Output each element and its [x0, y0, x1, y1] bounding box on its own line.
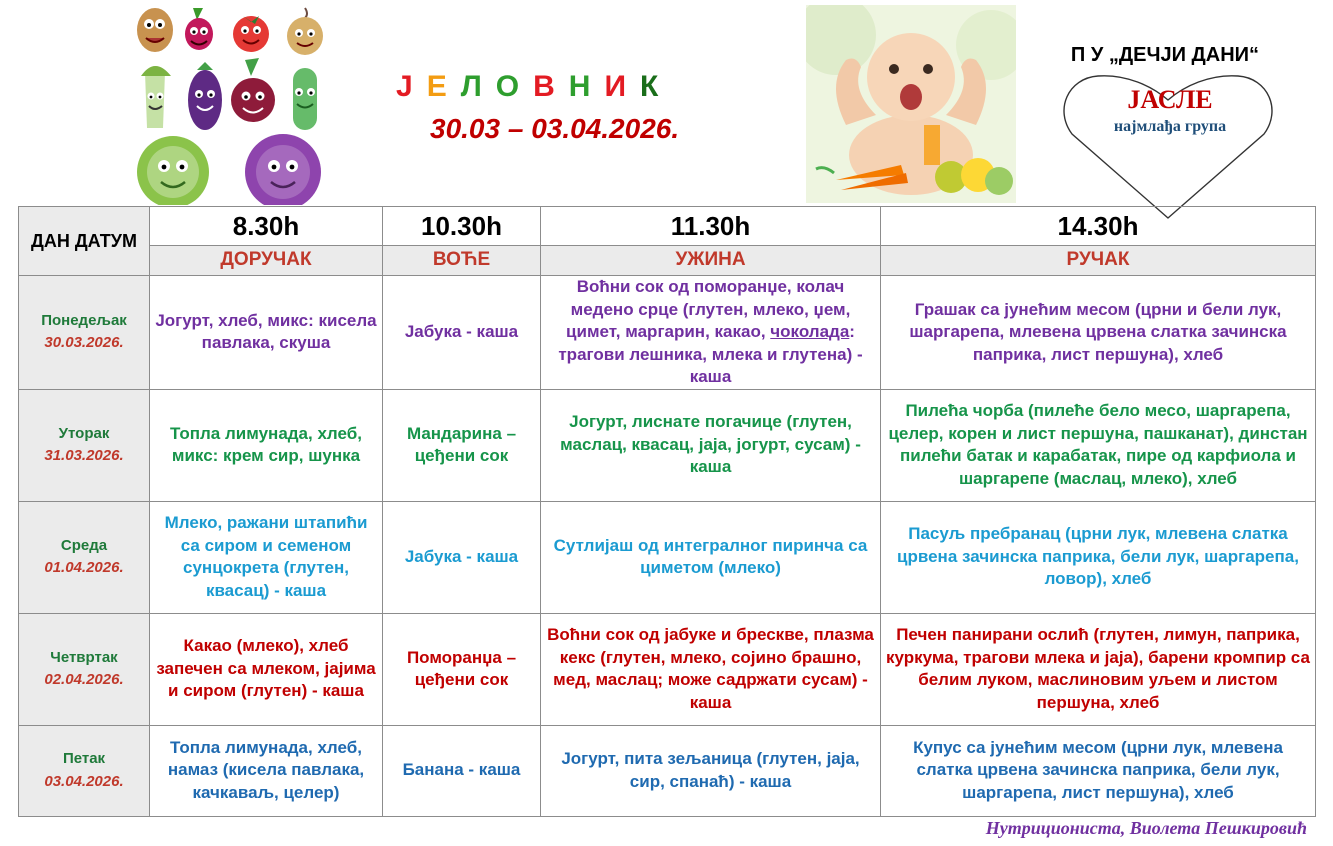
day-name: Понедељак [41, 311, 127, 329]
table-row [19, 276, 1316, 390]
breakfast-cell: Топла лимунада, хлеб, микс: крем сир, шунка [150, 389, 383, 501]
group-title: ЈАСЛЕ [1127, 85, 1213, 114]
time-fruit: 10.30h [383, 207, 541, 246]
baby-with-vegetables-image [806, 5, 1016, 203]
table-row [19, 501, 1316, 613]
lunch-cell: Пасуљ пребранац (црни лук, млевена слатка црвена зачинска паприка, бели лук, шаргарепа, ловор), хлеб [881, 501, 1316, 613]
time-header-row [19, 207, 1316, 246]
title-letter: О [495, 70, 534, 103]
day-date: 01.04.2026. [44, 559, 124, 576]
meal-snack-header: УЖИНА [541, 246, 881, 276]
group-subtitle: најмлађа група [1113, 118, 1227, 135]
fruit-cell: Јабука - каша [383, 276, 541, 390]
day-cell [19, 725, 150, 816]
meal-fruit-header: ВОЋЕ [383, 246, 541, 276]
radish-icon [185, 8, 213, 50]
lunch-cell: Грашак са јунећим месом (црни и бели лук, шаргарепа, млевена црвена слатка зачинска паприка, лист першуна), хлеб [881, 276, 1316, 390]
meal-breakfast-header: ДОРУЧАК [150, 246, 383, 276]
table-row [19, 389, 1316, 501]
snack-cell [541, 276, 881, 390]
title-letter: И [604, 70, 641, 103]
onion-icon [287, 8, 323, 55]
snack-text-end: : трагови лешника, млека и глутена) - каша [558, 322, 863, 386]
school-name: П У „ДЕЧЈИ ДАНИ“ [1070, 44, 1260, 66]
menu-table [18, 206, 1316, 817]
fruit-cell: Банана - каша [383, 725, 541, 816]
day-date: 31.03.2026. [44, 447, 124, 464]
vegetables-illustration [133, 0, 333, 205]
title-letter: Н [568, 70, 605, 103]
breakfast-cell: Јогурт, хлеб, микс: кисела павлака, скуша [150, 276, 383, 390]
snack-cell: Јогурт, пита зељаница (глутен, јаја, сир, спанаћ) - каша [541, 725, 881, 816]
fruit-cell: Мандарина – цеђени сок [383, 389, 541, 501]
breakfast-cell: Млеко, ражани штапићи са сиром и семеном сунцокрета (глутен, квасац) - каша [150, 501, 383, 613]
day-cell [19, 276, 150, 390]
snack-cell: Јогурт, лиснате погачице (глутен, маслац, квасац, јаја, јогурт, сусам) - каша [541, 389, 881, 501]
day-date: 03.04.2026. [44, 772, 124, 790]
day-name: Петак [62, 750, 106, 767]
menu-title [396, 70, 756, 104]
time-snack: 11.30h [541, 207, 881, 246]
title-letter: В [533, 70, 569, 103]
snack-cell: Сутлијаш од интегралног пиринча са циметом (млеко) [541, 501, 881, 613]
day-date: 30.03.2026. [44, 334, 124, 352]
potato-icon [137, 8, 173, 52]
time-lunch: 14.30h [881, 207, 1316, 246]
menu-week-dates: 30.03 – 03.04.2026. [430, 113, 680, 144]
day-cell [19, 501, 150, 613]
day-name: Уторак [58, 424, 110, 442]
table-row [19, 613, 1316, 725]
title-letter: К [640, 70, 673, 103]
snack-cell: Воћни сок од јабуке и брескве, плазма кекс (глутен, млеко, сојино брашно, мед, маслац; може садржати сусам) - каша [541, 613, 881, 725]
red-cabbage-icon [245, 134, 321, 205]
table-row [19, 725, 1316, 816]
fruit-cell: Јабука - каша [383, 501, 541, 613]
celery-icon [141, 66, 171, 128]
snack-underlined-text: чоколада [770, 322, 850, 341]
day-date: 02.04.2026. [44, 671, 124, 688]
meal-lunch-header: РУЧАК [881, 246, 1316, 276]
day-cell [19, 613, 150, 725]
fruit-cell: Поморанџа – цеђени сок [383, 613, 541, 725]
title-letter: Е [426, 70, 461, 103]
lettuce-icon [137, 136, 209, 205]
day-name: Среда [60, 536, 108, 554]
title-letter: Л [460, 70, 496, 103]
breakfast-cell: Какао (млеко), хлеб запечен са млеком, јајима и сиром (глутен) - каша [150, 613, 383, 725]
title-letter: Ј [396, 70, 427, 103]
time-breakfast: 8.30h [150, 207, 383, 246]
nutritionist-signature: Нутрициониста, Виолета Пешкировић [985, 818, 1307, 838]
cucumber-icon [293, 68, 317, 130]
meal-header-row [19, 246, 1316, 276]
day-name: Четвртак [50, 648, 118, 666]
beet-icon [231, 58, 275, 122]
day-date-header: ДАН ДАТУМ [19, 207, 150, 276]
lunch-cell: Пилећа чорба (пилеће бело месо, шаргарепа, целер, корен и лист першуна, пашканат), динстан пилећи батак и карабатак, пире од карфиола и шаргарепе (маслац, млеко), хлеб [881, 389, 1316, 501]
lunch-cell: Печен панирани ослић (глутен, лимун, паприка, куркума, трагови млека и јаја), барени кромпир са белим луком, маслиновим уљем и листом першуна, хлеб [881, 613, 1316, 725]
tomato-icon [233, 16, 269, 52]
lunch-cell: Купус са јунећим месом (црни лук, млевена слатка црвена зачинска паприка, бели лук, шаргарепа, лист першуна), хлеб [881, 725, 1316, 816]
snack-text: Воћни сок од поморанџе, колач медено срце (глутен, млеко, џем, цимет, маргарин, какао, [566, 277, 851, 341]
day-cell [19, 389, 150, 501]
eggplant-icon [188, 62, 222, 130]
breakfast-cell: Топла лимунада, хлеб, намаз (кисела павлака, качкаваљ, целер) [150, 725, 383, 816]
